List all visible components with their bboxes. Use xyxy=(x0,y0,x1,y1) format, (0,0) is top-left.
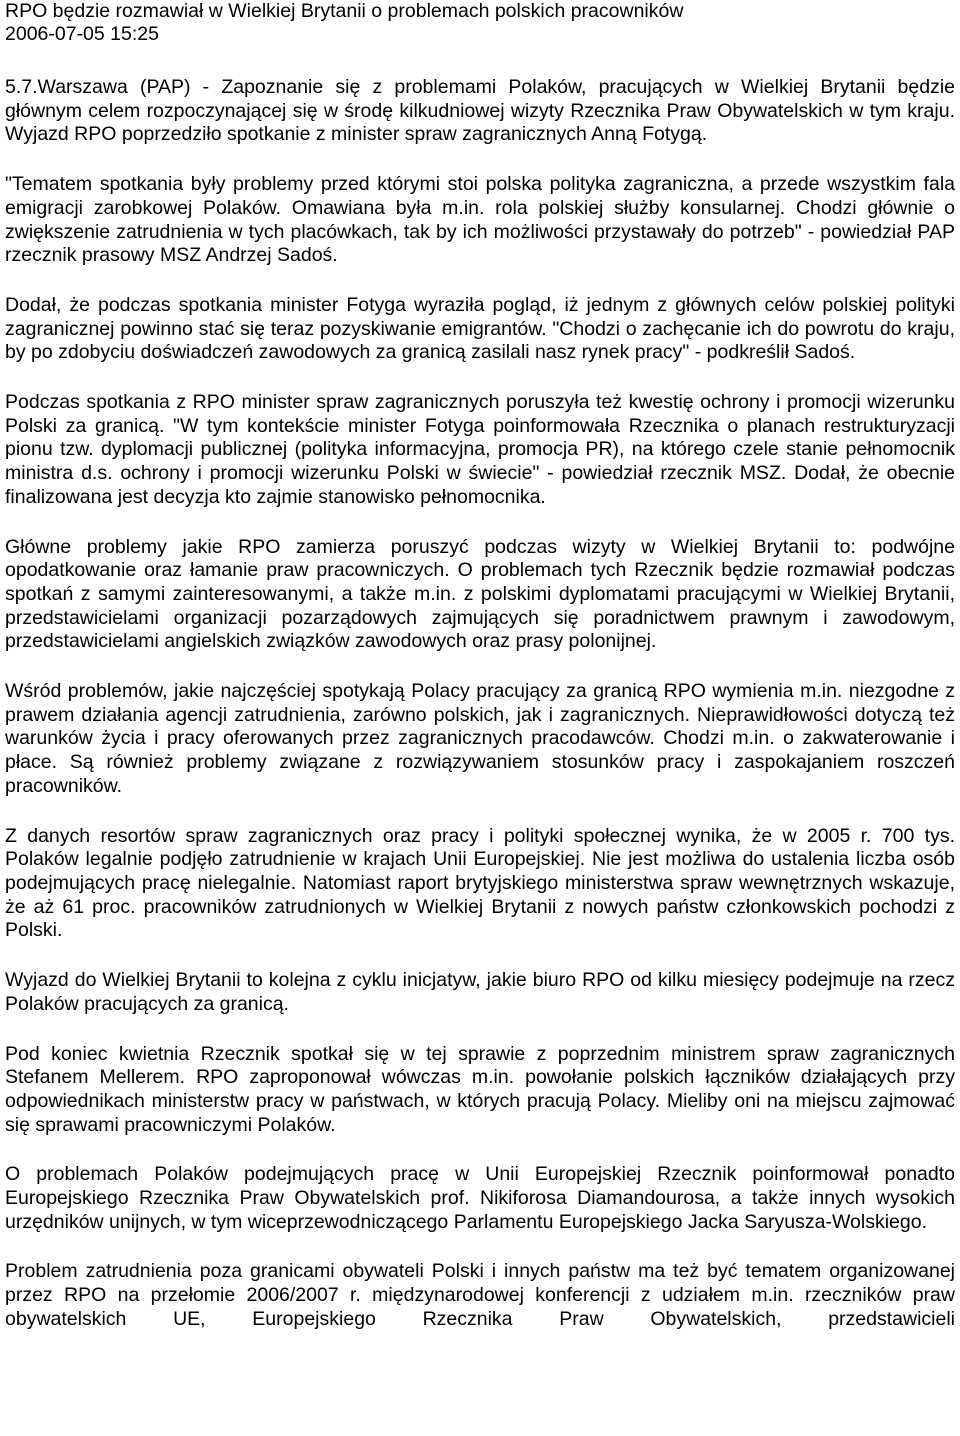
article-paragraph-10: O problemach Polaków podejmujących pracę w Unii Europejskiej Rzecznik poinformował ponadto Europejskiego Rzecznika Praw Obywatelskich prof. Nikiforosa Diamandourosa, a także innych wysokich urzędników unijnych, w tym wiceprzewodniczącego Parlamentu Europejskiego Jacka Saryusza-Wolskiego. xyxy=(5,1163,955,1233)
article-paragraph-2: "Tematem spotkania były problemy przed którymi stoi polska polityka zagraniczna, a przede wszystkim fala emigracji zarobkowej Polaków. Omawiana była m.in. rola polskiej służby konsularnej. Chodzi głównie o zwiększenie zatrudnienia w tych placówkach, tak by ich możliwości przystawały do potrzeb" - powiedział PAP rzecznik prasowy MSZ Andrzej Sadoś. xyxy=(5,173,955,267)
article-paragraph-11: Problem zatrudnienia poza granicami obywateli Polski i innych państw ma też być tematem organizowanej przez RPO na przełomie 2006/2007 r. międzynarodowej konferencji z udziałem m.in. rzeczników praw obywatelskich UE, Europejskiego Rzecznika Praw Obywatelskich, przedstawicieli xyxy=(5,1260,955,1330)
article-title: RPO będzie rozmawiał w Wielkiej Brytanii o problemach polskich pracowników xyxy=(5,0,684,22)
article-paragraph-1: 5.7.Warszawa (PAP) - Zapoznanie się z problemami Polaków, pracujących w Wielkiej Brytanii będzie głównym celem rozpoczynającej się w środę kilkudniowej wizyty Rzecznika Praw Obywatelskich w tym kraju. Wyjazd RPO poprzedziło spotkanie z minister spraw zagranicznych Anną Fotygą. xyxy=(5,76,955,146)
article-paragraph-6: Wśród problemów, jakie najczęściej spotykają Polacy pracujący za granicą RPO wymienia m.in. niezgodne z prawem działania agencji zatrudnienia, zarówno polskich, jak i zagranicznych. Nieprawidłowości dotyczą też warunków życia i pracy oferowanych przez zagranicznych pracodawców. Chodzi m.in. o zakwaterowanie i płace. Są również problemy związane z rozwiązywaniem stosunków pracy i zaspokajaniem roszczeń pracowników. xyxy=(5,680,955,797)
article-paragraph-7: Z danych resortów spraw zagranicznych oraz pracy i polityki społecznej wynika, że w 2005 r. 700 tys. Polaków legalnie podjęło zatrudnienie w krajach Unii Europejskiej. Nie jest możliwa do ustalenia liczba osób podejmujących pracę nielegalnie. Natomiast raport brytyjskiego ministerstwa spraw wewnętrznych wskazuje, że aż 61 proc. pracowników zatrudnionych w Wielkiej Brytanii z nowych państw członkowskich pochodzi z Polski. xyxy=(5,824,955,942)
article-datetime: 2006-07-05 15:25 xyxy=(5,23,159,45)
article xyxy=(5,0,955,1332)
article-paragraph-9: Pod koniec kwietnia Rzecznik spotkał się w tej sprawie z poprzednim ministrem spraw zagranicznych Stefanem Mellerem. RPO zaproponował wówczas m.in. powołanie polskich łączników działających przy odpowiednikach ministerstw pracy w państwach, w których pracują Polacy. Mieliby oni na miejscu zajmować się sprawami pracowniczymi Polaków. xyxy=(5,1042,955,1136)
article-paragraph-4: Podczas spotkania z RPO minister spraw zagranicznych poruszyła też kwestię ochrony i promocji wizerunku Polski za granicą. "W tym kontekście minister Fotyga poinformowała Rzecznika o planach restrukturyzacji pionu tzw. dyplomacji publicznej (polityka informacyjna, promocja PR), na którego czele stanie pełnomocnik ministra d.s. ochrony i promocji wizerunku Polski w świecie" - powiedział rzecznik MSZ. Dodał, że obecnie finalizowana jest decyzja kto zajmie stanowisko pełnomocnika. xyxy=(5,391,955,508)
article-paragraph-8: Wyjazd do Wielkiej Brytanii to kolejna z cyklu inicjatyw, jakie biuro RPO od kilku miesięcy podejmuje na rzecz Polaków pracujących za granicą. xyxy=(5,969,955,1015)
article-paragraph-5: Główne problemy jakie RPO zamierza poruszyć podczas wizyty w Wielkiej Brytanii to: podwójne opodatkowanie oraz łamanie praw pracowniczych. O problemach tych Rzecznik będzie rozmawiał podczas spotkań z samymi zainteresowanymi, a także m.in. z polskimi dyplomatami pracującymi w Wielkiej Brytanii, przedstawicielami organizacji pozarządowych zajmujących się poradnictwem prawnym i zawodowym, przedstawicielami angielskich związków zawodowych oraz prasy polonijnej. xyxy=(5,535,955,653)
article-paragraph-3: Dodał, że podczas spotkania minister Fotyga wyraziła pogląd, iż jednym z głównych celów polskiej polityki zagranicznej powinno stać się teraz pozyskiwanie emigrantów. "Chodzi o zachęcanie ich do powrotu do kraju, by po zdobyciu doświadczeń zawodowych za granicą zasilali nasz rynek pracy" - podkreślił Sadoś. xyxy=(5,293,955,364)
